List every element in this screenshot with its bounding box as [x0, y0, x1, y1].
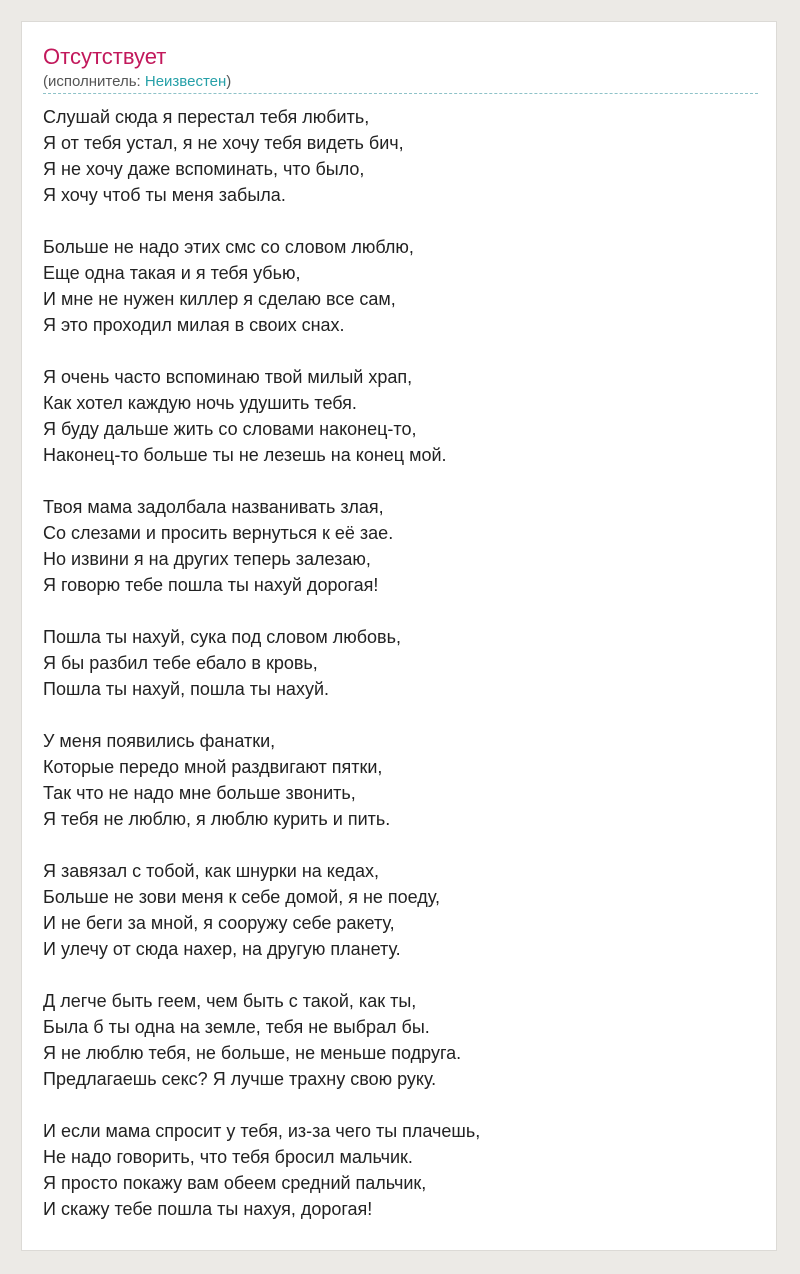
lyrics-line: И не беги за мной, я сооружу себе ракету,: [43, 913, 395, 933]
artist-suffix: ): [226, 73, 232, 90]
lyrics-line: Я очень часто вспоминаю твой милый храп,: [43, 367, 413, 387]
lyrics-line: У меня появились фанатки,: [43, 731, 276, 751]
lyrics-line: Я говорю тебе пошла ты нахуй дорогая!: [43, 575, 379, 595]
lyrics-line: Наконец-то больше ты не лезешь на конец мой.: [43, 445, 447, 465]
lyrics-line: Предлагаешь секс? Я лучше трахну свою руку.: [43, 1069, 437, 1089]
lyrics-line: Пошла ты нахуй, пошла ты нахуй.: [43, 679, 329, 699]
lyrics-stanza: [43, 494, 763, 598]
lyrics-line: Д легче быть геем, чем быть с такой, как ты,: [43, 991, 417, 1011]
lyrics-line: Твоя мама задолбала названивать злая,: [43, 497, 384, 517]
lyrics-line: Была б ты одна на земле, тебя не выбрал бы.: [43, 1017, 430, 1037]
lyrics-body: [43, 104, 763, 1248]
artist-link[interactable]: Неизвестен: [144, 73, 227, 90]
lyrics-stanza: [43, 988, 763, 1092]
lyrics-stanza: [43, 1118, 763, 1222]
lyrics-line: Больше не зови меня к себе домой, я не поеду,: [43, 887, 441, 907]
lyrics-stanza: [43, 728, 763, 832]
lyrics-stanza: [43, 624, 763, 702]
lyrics-line: Я буду дальше жить со словами наконец-то,: [43, 419, 417, 439]
lyrics-line: Я тебя не люблю, я люблю курить и пить.: [43, 809, 391, 829]
artist-prefix: (исполнитель:: [43, 73, 145, 90]
lyrics-line: Но извини я на других теперь залезаю,: [43, 549, 371, 569]
song-title: Отсутствует: [43, 44, 167, 69]
lyrics-line: И если мама спросит у тебя, из-за чего ты плачешь,: [43, 1121, 481, 1141]
artist-line: [43, 73, 231, 91]
lyrics-line: Слушай сюда я перестал тебя любить,: [43, 107, 370, 127]
lyrics-line: И мне не нужен киллер я сделаю все сам,: [43, 289, 396, 309]
lyrics-stanza: [43, 104, 763, 208]
lyrics-line: Я хочу чтоб ты меня забыла.: [43, 185, 286, 205]
lyrics-line: Еще одна такая и я тебя убью,: [43, 263, 301, 283]
lyrics-line: Как хотел каждую ночь удушить тебя.: [43, 393, 357, 413]
lyrics-line: И скажу тебе пошла ты нахуя, дорогая!: [43, 1199, 373, 1219]
lyrics-line: Не надо говорить, что тебя бросил мальчик.: [43, 1147, 413, 1167]
lyrics-line: Так что не надо мне больше звонить,: [43, 783, 356, 803]
lyrics-line: Я просто покажу вам обеем средний пальчик,: [43, 1173, 427, 1193]
header-divider: [43, 93, 758, 94]
lyrics-line: Со слезами и просить вернуться к её зае.: [43, 523, 394, 543]
lyrics-stanza: [43, 234, 763, 338]
lyrics-line: Больше не надо этих смс со словом люблю,: [43, 237, 414, 257]
lyrics-line: Я завязал с тобой, как шнурки на кедах,: [43, 861, 380, 881]
lyrics-line: Которые передо мной раздвигают пятки,: [43, 757, 383, 777]
lyrics-card: [21, 21, 777, 1251]
lyrics-stanza: [43, 858, 763, 962]
lyrics-line: Пошла ты нахуй, сука под словом любовь,: [43, 627, 401, 647]
lyrics-line: Я бы разбил тебе ебало в кровь,: [43, 653, 318, 673]
lyrics-line: Я не хочу даже вспоминать, что было,: [43, 159, 365, 179]
lyrics-line: Я это проходил милая в своих снах.: [43, 315, 345, 335]
lyrics-line: Я от тебя устал, я не хочу тебя видеть бич,: [43, 133, 404, 153]
lyrics-line: Я не люблю тебя, не больше, не меньше подруга.: [43, 1043, 462, 1063]
lyrics-stanza: [43, 364, 763, 468]
lyrics-line: И улечу от сюда нахер, на другую планету.: [43, 939, 401, 959]
